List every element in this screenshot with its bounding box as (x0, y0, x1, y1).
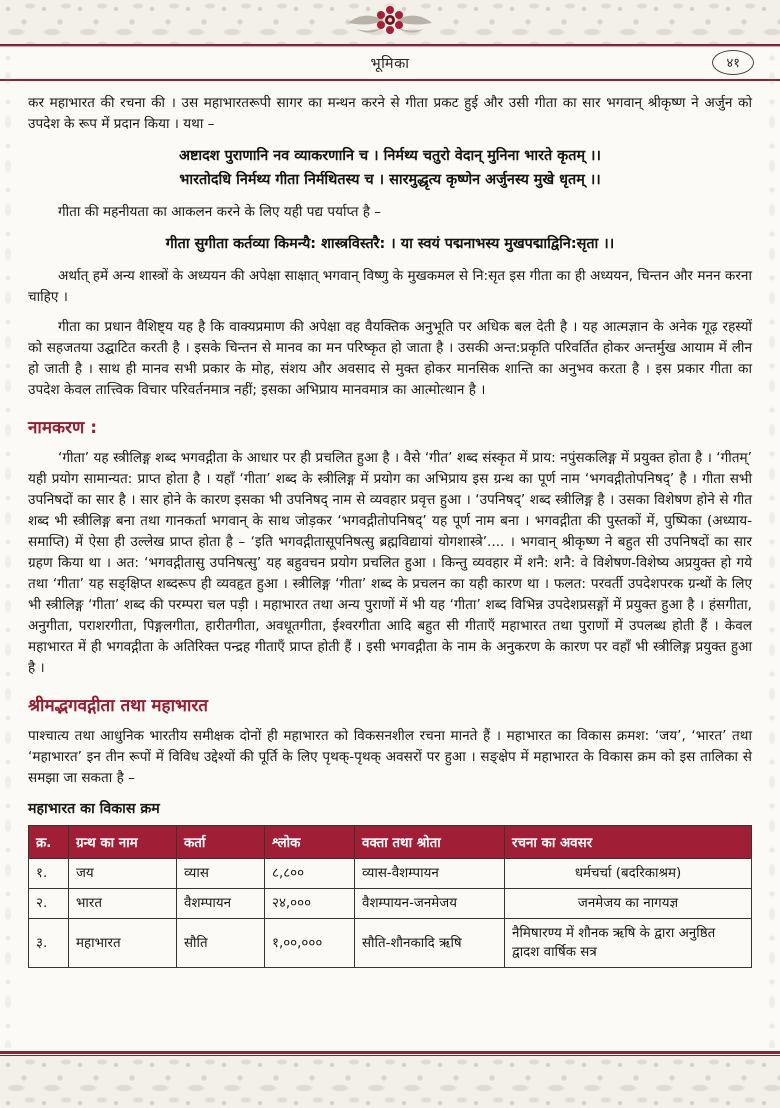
cell-karta: सौति (177, 919, 265, 968)
cell-vakta: व्यास-वैशम्पायन (355, 859, 505, 889)
col-header-karta: कर्ता (177, 826, 265, 859)
verse-line: गीता सुगीता कर्तव्या किमन्यै: शास्त्रविस्तरै: । या स्वयं पद्मनाभस्य मुखपद्माद्विनि:सृता ।। (165, 236, 615, 252)
paragraph-intro: कर महाभारत की रचना की । उस महाभारतरूपी सागर का मन्थन करने से गीता प्रकट हुई और उसी गीता का सार भगवान् श्रीकृष्ण ने अर्जुन को उपदेश के रूप में प्रदान किया । यथा – (28, 95, 752, 132)
cell-avasar: जनमेजय का नागयज्ञ (505, 889, 752, 919)
cell-granth: जय (69, 859, 177, 889)
cell-karta: व्यास (177, 859, 265, 889)
cell-kram: २. (29, 889, 69, 919)
verse-line: भारतोदधि निर्मथ्य गीता निर्मथितस्य च । सारमुद्धृत्य कृष्णेन अर्जुनस्य मुखे धृतम् ।। (179, 172, 601, 188)
cell-shlok: ८,८०० (265, 859, 355, 889)
cell-avasar: धर्मचर्चा (बदरिकाश्रम) (505, 859, 752, 889)
running-header (0, 47, 780, 79)
page-number-badge: ४१ (712, 50, 754, 75)
top-ornament-band (0, 0, 780, 44)
lotus-emblem-icon (342, 3, 438, 45)
section-heading-gita-mahabharat: श्रीमद्भगवद्गीता तथा महाभारत (28, 696, 208, 716)
page-content (0, 81, 780, 968)
cell-vakta: वैशम्पायन-जनमेजय (355, 889, 505, 919)
page-title: भूमिका (370, 56, 410, 72)
table-row (29, 889, 752, 919)
cell-shlok: १,००,००० (265, 919, 355, 968)
paragraph-vikas: पाश्चात्य तथा आधुनिक भारतीय समीक्षक दोनों ही महाभारत को विकसनशील रचना मानते हैं । महाभारत का विकास क्रमश: ‘जय’, ‘भारत’ तथा ‘महाभारत’ इन तीन रूपों में विविध उद्देश्यों की पूर्ति के लिए पृथक्-पृथक् अवसरों पर हुआ । सङ्क्षेप में महाभारत के विकास क्रम को इस तालिका से समझा जा सकता है – (28, 728, 752, 786)
paragraph-namakaran: ‘गीता’ यह स्त्रीलिङ्ग शब्द भगवद्गीता के आधार पर ही प्रचलित हुआ है । वैसे ‘गीत’ शब्द संस्कृत में प्राय: नपुंसकलिङ्ग में प्रयुक्त होता है । ‘गीतम्’ यही प्रयोग सामान्यत: प्राप्त होता है । यहाँ ‘गीता’ शब्द के स्त्रीलिङ्ग में प्रयोग का अभिप्राय इस ग्रन्थ का पूर्ण नाम ‘भगवद्गीतोपनिषद्’ है । गीता सभी उपनिषदों का सार है । सार होने के कारण इसका भी उपनिषद् नाम से व्यवहार प्रवृत्त हुआ । ‘उपनिषद्’ शब्द स्त्रीलिङ्ग है । उसका विशेषण होने से गीत शब्द भी स्त्रीलिङ्ग बना तथा गानकर्ता भगवान् के साथ जोड़कर ‘भगवद्गीतोपनिषद्’ यह पूर्ण नाम बना । भगवद्गीता की पुस्तकों में, पुष्पिका (अध्याय-समाप्ति) में ऐसा ही उल्लेख प्राप्त होता है – ‘इति भगवद्गीतासूपनिषत्सु ब्रह्मविद्यायां योगशास्त्रे’.... । भगवान् श्रीकृष्ण ने बहुत सी उपनिषदों का सार ग्रहण किया था । अत: ‘भगवद्गीतासु उपनिषत्सु’ यह बहुवचन प्रयोग प्रचलित हुआ । किन्तु व्यवहार में शनै: शनै: वे विशेषण-विशेष्य अप्रयुक्त हो गये तथा ‘गीता’ यह सङ्क्षिप्त शब्दरूप ही व्यवहृत हुआ । स्त्रीलिङ्ग ‘गीता’ शब्द के प्रचलन का यही कारण था । फलत: परवर्ती उपदेशपरक ग्रन्थों के लिए भी स्त्रीलिङ्ग ‘गीता’ शब्द की परम्परा चल पड़ी । महाभारत तथा अन्य पुराणों में भी यह ‘गीता’ शब्द विभिन्न उपदेशप्रसङ्गों में प्रयुक्त हुआ है । हंसगीता, अनुगीता, पराशरगीता, पिङ्गलगीता, हारीतगीता, अवधूतगीता, ईश्वरगीता आदि बहुत सी गीताएँ महाभारत तथा पुराणों में उपलब्ध होती हैं । केवल महाभारत में ही भगवद्गीता के अतिरिक्त पन्द्रह गीताएँ प्राप्त होती हैं । इसी भगवद्गीता के नाम के अनुकरण के कारण पर वहाँ भी स्त्रीलिङ्ग प्रयुक्त हुआ है । (28, 450, 752, 676)
cell-kram: ३. (29, 919, 69, 968)
mahabharat-vikas-table (28, 825, 752, 968)
section-heading-namakaran: नामकरण : (28, 418, 98, 438)
bottom-ornament-band (0, 1056, 780, 1108)
col-header-shlok: श्लोक (265, 826, 355, 859)
cell-shlok: २४,००० (265, 889, 355, 919)
cell-vakta: सौति-शौनकादि ऋषि (355, 919, 505, 968)
col-header-avasar: रचना का अवसर (505, 826, 752, 859)
col-header-kram: क्र. (29, 826, 69, 859)
paragraph-vaishishtya: गीता का प्रधान वैशिष्ट्य यह है कि वाक्यप्रमाण की अपेक्षा वह वैयक्तिक अनुभूति पर अधिक बल देती है । यह आत्मज्ञान के अनेक गूढ़ रहस्यों को सहजतया उद्घाटित करती है । इसके चिन्तन से मानव का मन परिष्कृत हो जाता है । उसकी अन्त:प्रकृति परिवर्तित होकर अन्तर्मुख आयाम में लीन हो जाती है । साथ ही मानव सभी प्रकार के मोह, संशय और अवसाद से मुक्त होकर मानसिक शान्ति का अनुभव करता है । इस प्रकार गीता का उपदेश केवल तात्त्विक विचार परिवर्तनमात्र नहीं; इसका अभिप्राय मानवमात्र का आत्मोत्थान है । (28, 319, 752, 398)
cell-granth: महाभारत (69, 919, 177, 968)
table-title: महाभारत का विकास क्रम (28, 801, 160, 817)
paragraph-mahaniyata: गीता की महनीयता का आकलन करने के लिए यही पद्य पर्याप्त है – (58, 204, 382, 220)
cell-karta: वैशम्पायन (177, 889, 265, 919)
cell-granth: भारत (69, 889, 177, 919)
table-header-row (29, 826, 752, 859)
col-header-granth: ग्रन्थ का नाम (69, 826, 177, 859)
verse-line: अष्टादश पुराणानि नव व्याकरणानि च । निर्मथ्य चतुरो वेदान् मुनिना भारते कृतम् ।। (179, 148, 601, 164)
sanskrit-verse-block (28, 144, 752, 192)
sanskrit-verse-block (28, 232, 752, 256)
cell-kram: १. (29, 859, 69, 889)
table-row (29, 919, 752, 968)
table-row (29, 859, 752, 889)
col-header-vakta: वक्ता तथा श्रोता (355, 826, 505, 859)
cell-avasar: नैमिषारण्य में शौनक ऋषि के द्वारा अनुष्ठित द्वादश वार्षिक सत्र (505, 919, 752, 968)
paragraph-arthat: अर्थात् हमें अन्य शास्त्रों के अध्ययन की अपेक्षा साक्षात् भगवान् विष्णु के मुखकमल से नि:सृत इस गीता का ही अध्ययन, चिन्तन और मनन करना चाहिए । (28, 268, 752, 305)
